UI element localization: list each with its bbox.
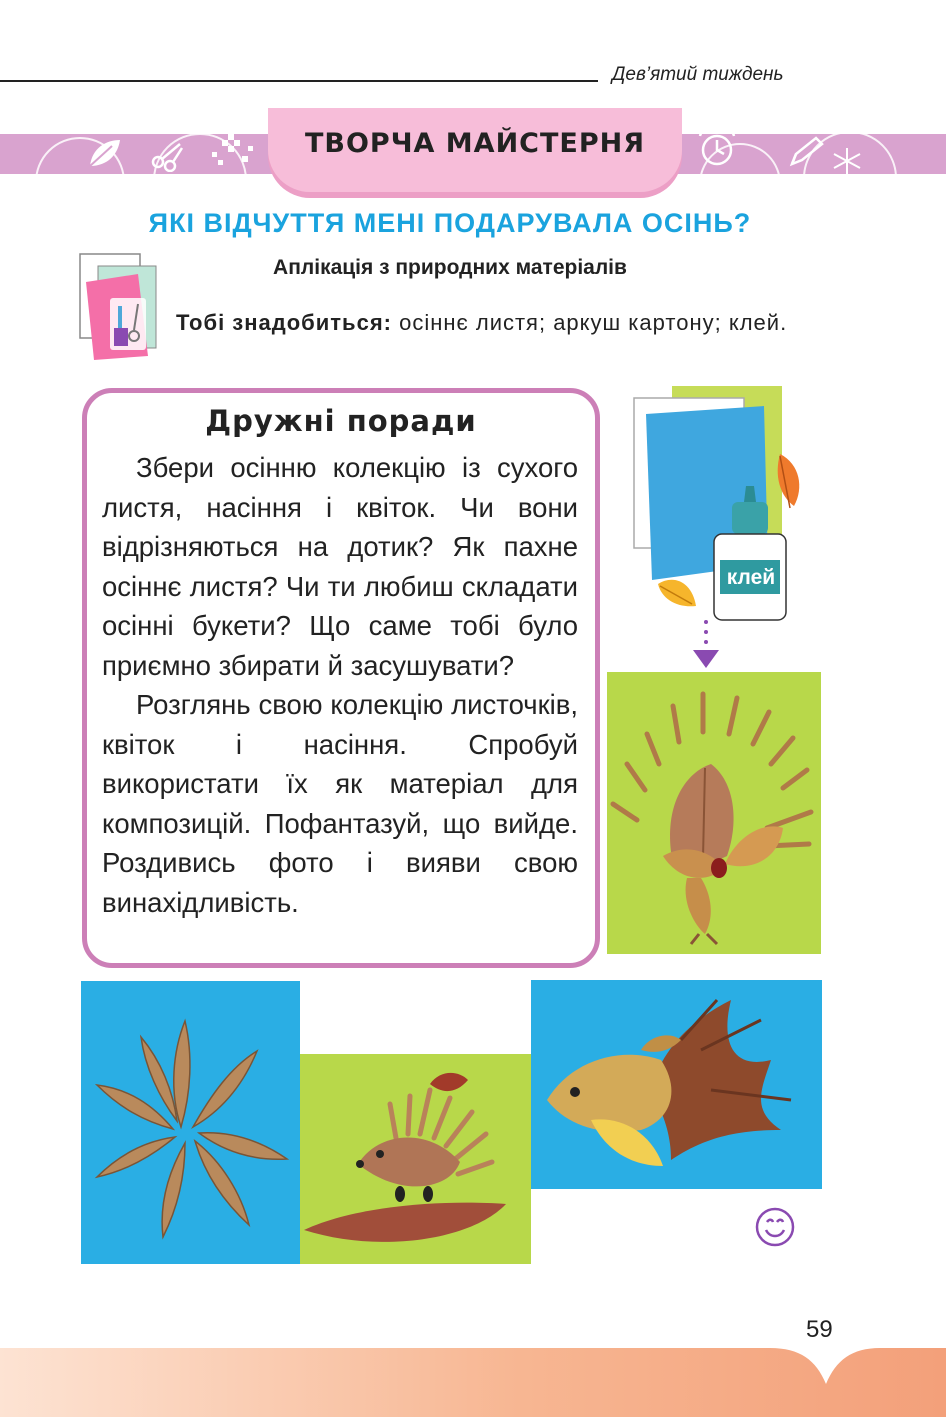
sparkle-icon [208, 132, 260, 170]
tips-title: Дружні поради [205, 404, 477, 438]
footer-band [0, 1340, 946, 1417]
arrow-down-icon [690, 618, 722, 670]
glue-bottle-icon [712, 484, 788, 622]
pencil-icon [786, 134, 826, 170]
tips-paragraph: Розглянь свою колекцію листочків, квіток і насіння. Спробуй використати їх як матеріал для композицій. Пофантазуй, що вийде. Роздивись фото і вияви свою винахідливість. [102, 689, 578, 918]
leaf-icon [84, 136, 124, 172]
materials-needed [176, 306, 826, 339]
scissors-icon [150, 140, 186, 172]
glue-label: клей [726, 566, 776, 589]
page-number: 59 [806, 1316, 833, 1343]
seeds-flower-photo [81, 981, 300, 1264]
materials-label: Тобі знадобиться: [176, 310, 392, 335]
materials-text: осіннє листя; аркуш картону; клей. [391, 310, 788, 335]
header-rule [0, 80, 598, 82]
materials-icon [78, 252, 160, 364]
banner-title: ТВОРЧА МАЙСТЕРНЯ [304, 128, 646, 159]
week-label: Дев’ятий тиждень [612, 64, 784, 85]
page-title: ЯКІ ВІДЧУТТЯ МЕНІ ПОДАРУВАЛА ОСІНЬ? [148, 208, 752, 238]
leaf-bird-photo [607, 672, 821, 954]
snowflake-icon [832, 148, 862, 174]
tips-paragraph: Збери осінню колекцію із сухого листя, насіння і квіток. Чи вони відрізняються на дотик? Як пахне осіннє листя? Чи ти любиш складати осінні букети? Що саме тобі було приємно збирати й засушувати? [102, 452, 578, 681]
tips-body [102, 448, 578, 922]
smiley-icon [754, 1206, 796, 1248]
fish-photo [531, 980, 822, 1189]
hedgehog-photo [300, 1054, 531, 1264]
alarm-clock-icon [694, 126, 740, 170]
page-subtitle: Аплікація з природних матеріалів [273, 256, 627, 279]
